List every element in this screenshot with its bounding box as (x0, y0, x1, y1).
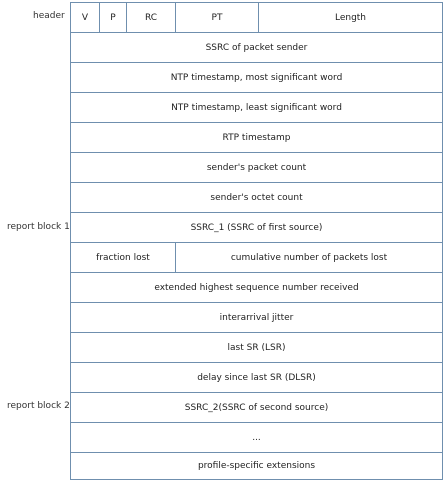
row-ssrc-1-text: SSRC_1 (SSRC of first source) (190, 222, 323, 233)
row-packet-count (71, 152, 442, 182)
report-block-2-label: report block 2 (7, 401, 70, 411)
row-ntp-lsw (71, 92, 442, 122)
report-block-1-label: report block 1 (7, 222, 70, 232)
row-rtp-timestamp (71, 122, 442, 152)
rtcp-sender-report-diagram (70, 2, 443, 480)
field-pt: PT (175, 3, 258, 32)
row-jitter-text: interarrival jitter (219, 312, 294, 323)
field-cumulative-lost: cumulative number of packets lost (175, 243, 442, 272)
row-ssrc-1 (71, 212, 442, 242)
row-ssrc-2-text: SSRC_2(SSRC of second source) (184, 402, 329, 413)
row-ssrc-2 (71, 392, 442, 422)
row-jitter (71, 302, 442, 332)
row-ssrc-sender (71, 32, 442, 62)
row-ext-highest-seq (71, 272, 442, 302)
row-profile-ext (71, 452, 442, 479)
row-ellipsis (71, 422, 442, 452)
field-v: V (81, 12, 89, 23)
row-dlsr-text: delay since last SR (DLSR) (197, 372, 316, 383)
row-ntp-lsw-text: NTP timestamp, least significant word (171, 102, 342, 113)
row-octet-count-text: sender's octet count (210, 192, 303, 203)
row-packet-count-text: sender's packet count (206, 162, 307, 173)
field-p: P (99, 3, 126, 32)
row-ntp-msw-text: NTP timestamp, most significant word (170, 72, 343, 83)
row-octet-count (71, 182, 442, 212)
row-ssrc-sender-text: SSRC of packet sender (205, 42, 308, 53)
header-label: header (33, 11, 65, 21)
field-rc: RC (126, 3, 175, 32)
field-fraction-lost: fraction lost (96, 252, 150, 263)
row-ntp-msw (71, 62, 442, 92)
header-row (71, 3, 442, 32)
row-rtp-timestamp-text: RTP timestamp (222, 132, 291, 143)
field-length: Length (258, 3, 442, 32)
row-dlsr (71, 362, 442, 392)
row-loss (71, 242, 442, 272)
row-lsr-text: last SR (LSR) (227, 342, 286, 353)
row-profile-ext-text: profile-specific extensions (197, 461, 316, 471)
row-ext-highest-seq-text: extended highest sequence number received (154, 282, 359, 293)
row-ellipsis-text: ... (252, 432, 261, 443)
row-lsr (71, 332, 442, 362)
